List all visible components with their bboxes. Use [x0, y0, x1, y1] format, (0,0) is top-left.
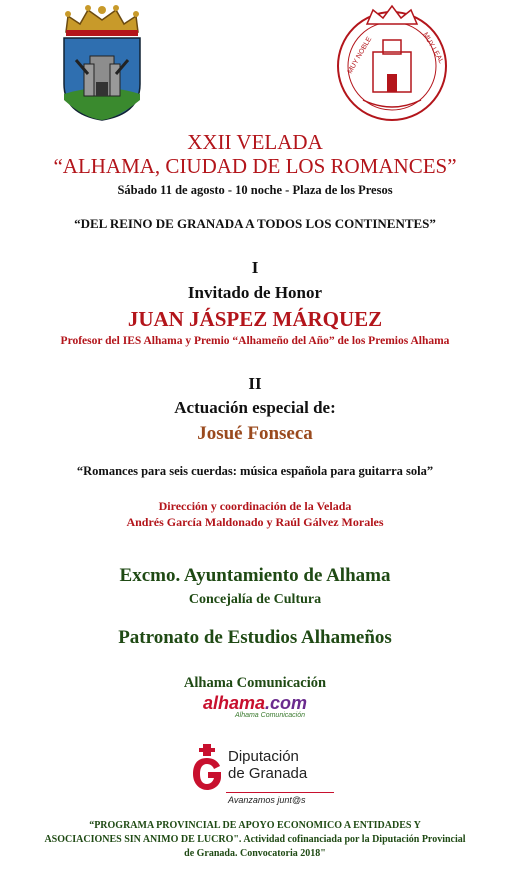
- alhama-coat-of-arms-icon: [58, 2, 146, 122]
- performance-description: “Romances para seis cuerdas: música española para guitarra sola”: [76, 464, 434, 478]
- footer-line-1: “PROGRAMA PROVINCIAL DE APOYO ECONOMICO A ENTIDADES Y: [89, 820, 421, 831]
- diputacion-granada-logo: [186, 740, 336, 810]
- diputacion-slogan: Avanzamos junt@s: [228, 795, 306, 805]
- section1-numeral: I: [251, 258, 259, 277]
- diputacion-divider: [226, 792, 334, 793]
- diputacion-line1: Diputación: [228, 748, 299, 765]
- alhama-comunicacion-label: Alhama Comunicación: [183, 675, 327, 691]
- event-theme: “DEL REINO DE GRANADA A TODOS LOS CONTINENTES”: [74, 216, 436, 231]
- muy-noble-muy-leal-seal-icon: [333, 4, 451, 122]
- section2-numeral: II: [248, 374, 262, 393]
- footer-program-text: [0, 819, 510, 861]
- concejalia-name: Concejalía de Cultura: [188, 592, 322, 607]
- velada-number: XXII VELADA: [187, 130, 323, 154]
- diputacion-line2: de Granada: [228, 765, 308, 782]
- seal-text-right: MUY LEAL: [421, 31, 445, 65]
- event-date: Sábado 11 de agosto - 10 noche - Plaza de los Presos: [117, 183, 393, 197]
- footer-line-3: de Granada. Convocatoria 2018": [184, 848, 326, 859]
- section1-heading: Invitado de Honor: [187, 283, 323, 302]
- honor-guest-name: JUAN JÁSPEZ MÁRQUEZ: [127, 307, 383, 331]
- patronato-name: Patronato de Estudios Alhameños: [118, 627, 392, 648]
- ayuntamiento-name: Excmo. Ayuntamiento de Alhama: [119, 565, 391, 586]
- performer-name: Josué Fonseca: [197, 423, 313, 444]
- event-title: “ALHAMA, CIUDAD DE LOS ROMANCES”: [53, 154, 457, 178]
- logo-tagline: Alhama Comunicación: [234, 712, 306, 719]
- direction-title: Dirección y coordinación de la Velada: [158, 499, 352, 513]
- footer-line-2: ASOCIACIONES SIN ANIMO DE LUCRO". Actividad cofinanciada por la Diputación Provincial: [44, 834, 466, 845]
- alhama-com-logo: [0, 694, 510, 719]
- seal-text-left: MUY NOBLE: [346, 35, 374, 75]
- section2-heading: Actuación especial de:: [174, 398, 336, 417]
- direction-names: Andrés García Maldonado y Raúl Gálvez Morales: [126, 515, 384, 529]
- logo-word-alhama: alhama: [202, 693, 266, 713]
- logo-word-com: .com: [265, 693, 308, 713]
- diputacion-emblem-icon: [192, 742, 222, 792]
- honor-guest-description: Profesor del IES Alhama y Premio “Alhameño del Año” de los Premios Alhama: [60, 335, 450, 347]
